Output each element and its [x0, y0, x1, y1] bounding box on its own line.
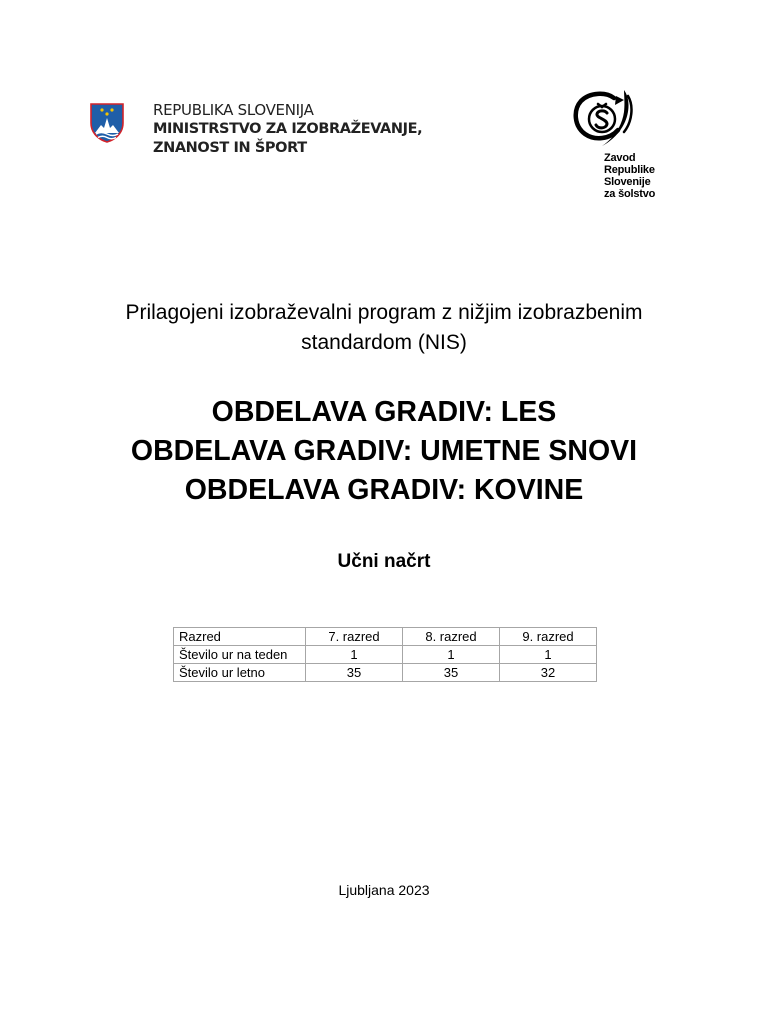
program-subtitle [0, 298, 768, 358]
slovenia-coat-of-arms-icon [90, 103, 124, 143]
title-wood: OBDELAVA GRADIV: LES [211, 396, 557, 428]
institute-line-3: Slovenije [604, 176, 651, 188]
table-cell: 9. razred [500, 628, 597, 646]
table-cell: 8. razred [403, 628, 500, 646]
subtitle-line-2: standardom (NIS) [301, 331, 467, 354]
table-cell: 1 [403, 646, 500, 664]
ministry-name [153, 101, 422, 158]
table-cell: Število ur na teden [174, 646, 306, 664]
zrss-logo-icon [570, 86, 636, 152]
table-row [174, 646, 597, 664]
table-row [174, 628, 597, 646]
title-plastics: OBDELAVA GRADIV: UMETNE SNOVI [130, 435, 638, 467]
subject-titles [0, 393, 768, 510]
institute-header [570, 86, 660, 200]
subtitle-line-1: Prilagojeni izobraževalni program z nižjim izobrazbenim [125, 301, 643, 324]
ministry-line-2: MINISTRSTVO ZA IZOBRAŽEVANJE, [153, 121, 423, 137]
ministry-line-3: ZNANOST IN ŠPORT [153, 140, 307, 156]
institute-name [604, 152, 660, 200]
institute-line-4: za šolstvo [604, 188, 656, 200]
institute-line-1: Zavod [604, 152, 636, 164]
table-cell: Število ur letno [174, 664, 306, 682]
hours-table [173, 627, 597, 682]
title-metals: OBDELAVA GRADIV: KOVINE [184, 474, 584, 506]
table-cell: 7. razred [306, 628, 403, 646]
table-cell: 32 [500, 664, 597, 682]
place-and-year: Ljubljana 2023 [338, 882, 430, 898]
ministry-line-1: REPUBLIKA SLOVENIJA [153, 101, 314, 119]
table-cell: 1 [500, 646, 597, 664]
ministry-header [90, 101, 422, 158]
table-cell: Razred [174, 628, 306, 646]
institute-line-2: Republike [604, 164, 655, 176]
document-type-heading: Učni načrt [337, 551, 431, 572]
table-cell: 1 [306, 646, 403, 664]
table-cell: 35 [403, 664, 500, 682]
table-row [174, 664, 597, 682]
table-cell: 35 [306, 664, 403, 682]
